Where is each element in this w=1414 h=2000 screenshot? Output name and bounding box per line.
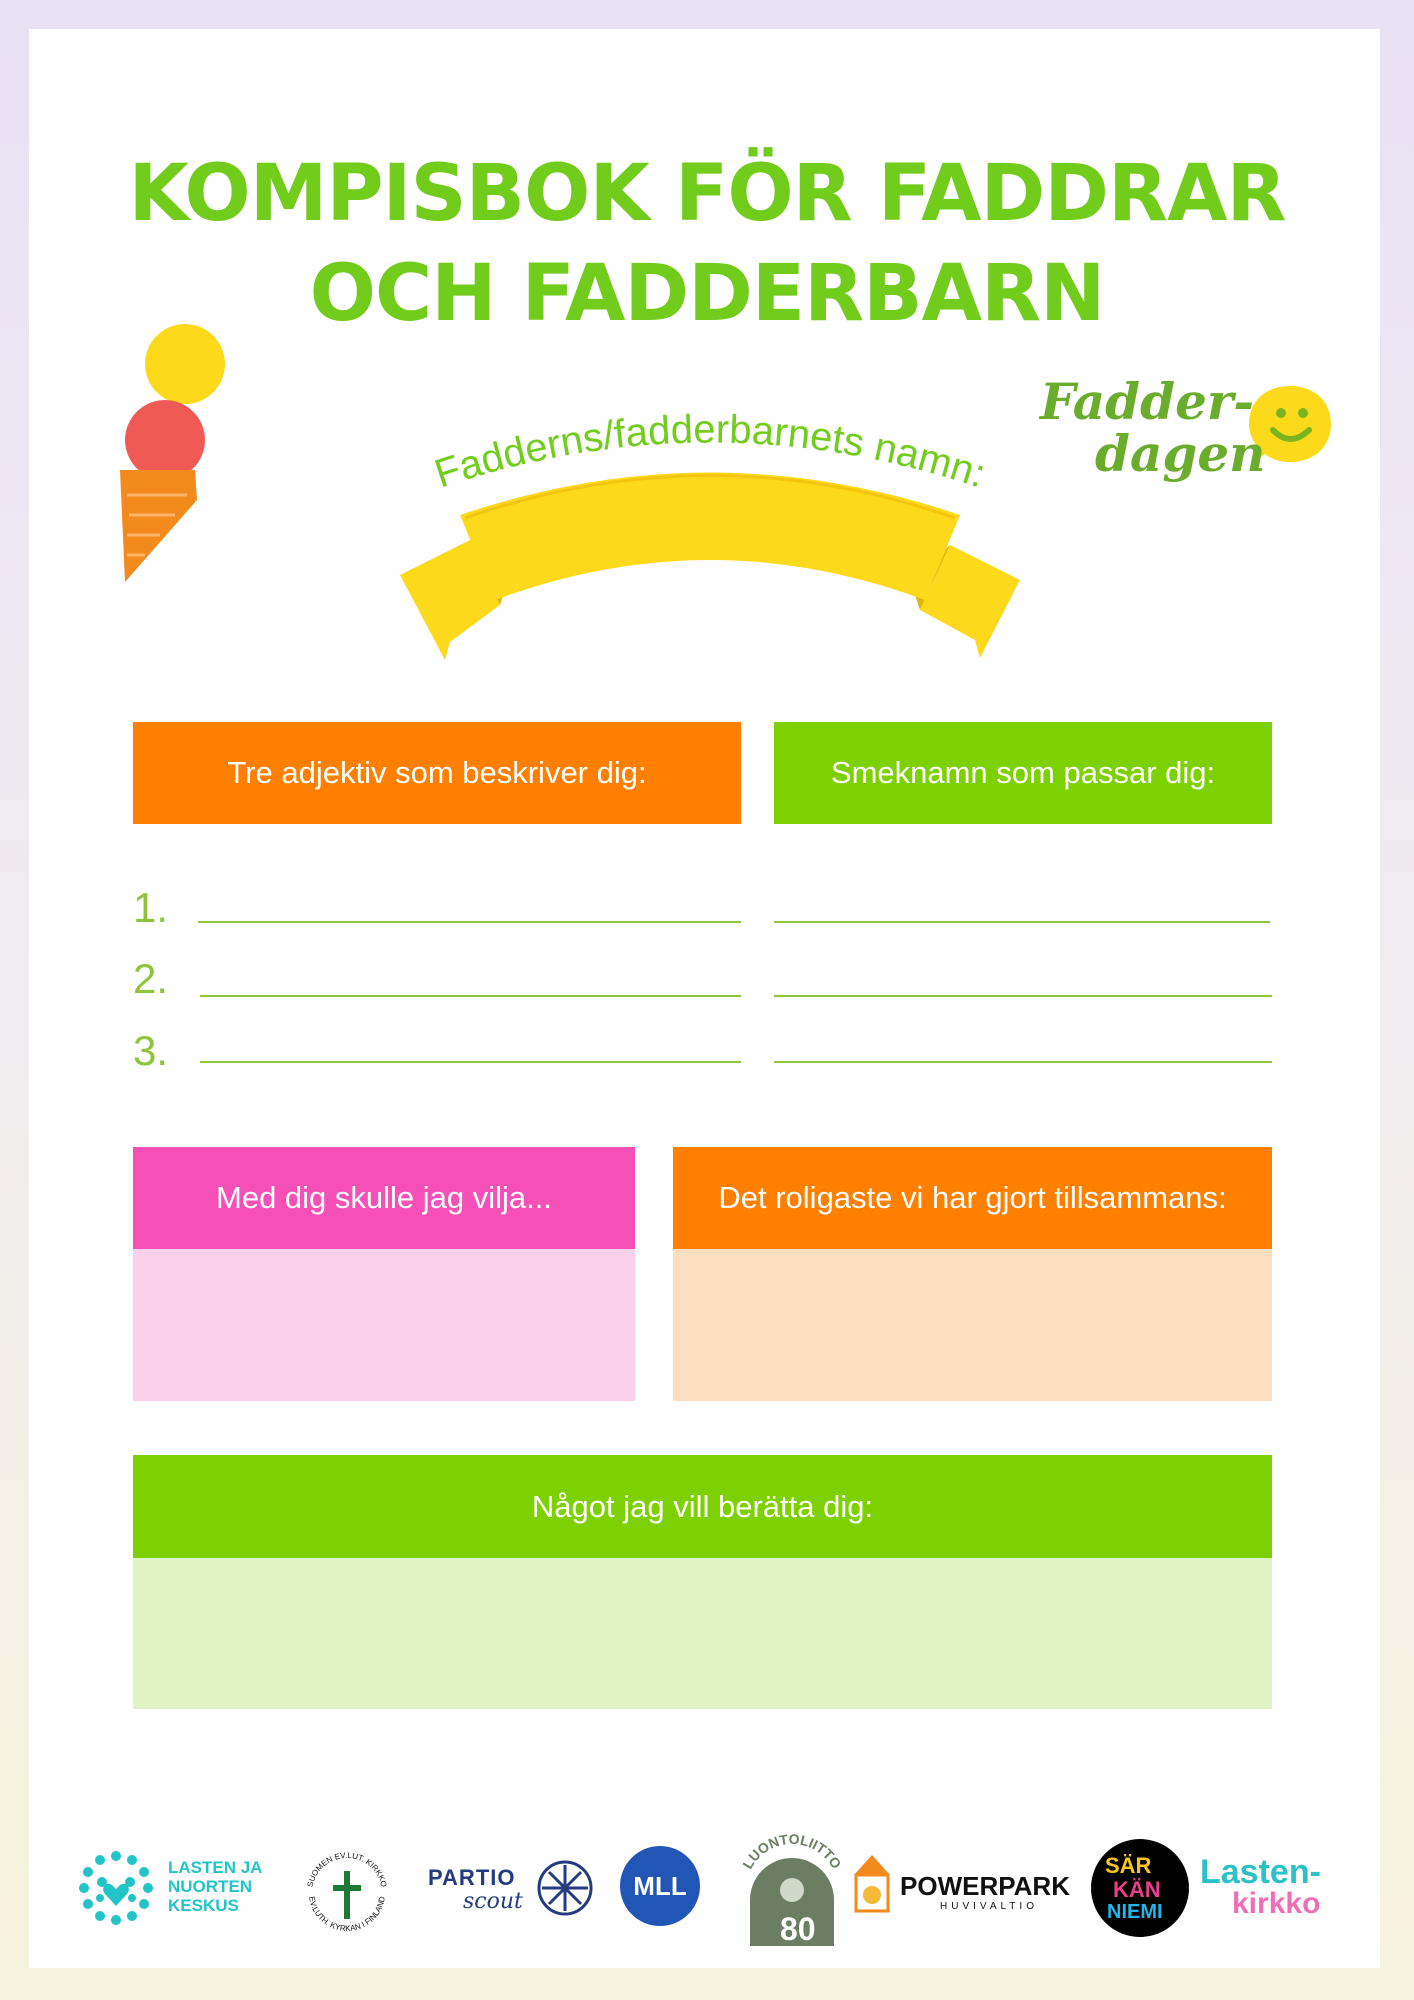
nicknames-header-text: Smeknamn som passar dig: (830, 755, 1216, 790)
fadderdagen-line-1: Fadder- (1040, 372, 1254, 431)
adjective-line-1[interactable] (198, 921, 741, 923)
tell-you-answer-box[interactable] (133, 1558, 1272, 1709)
svg-text:LUONTOLIITTO: LUONTOLIITTO (739, 1830, 845, 1872)
with-you-header (133, 1147, 635, 1249)
dots-heart-icon (76, 1848, 156, 1928)
nickname-line-2[interactable] (774, 995, 1272, 997)
nickname-line-3[interactable] (774, 1061, 1272, 1063)
number-1: 1. (133, 884, 169, 931)
name-banner-label: Fadderns/fadderbarnets namn: (429, 407, 991, 497)
lnk-text-3: KESKUS (168, 1896, 239, 1915)
sarkanniemi-text-3: NIEMI (1107, 1901, 1163, 1923)
sarkanniemi-text-2: KÄN (1113, 1877, 1161, 1902)
lastenkirkko-text-2: kirkko (1232, 1887, 1321, 1920)
partio-scout-logo (428, 1855, 598, 1925)
title-line-1: KOMPISBOK FÖR FADDRAR (128, 149, 1286, 239)
mll-text: MLL (633, 1870, 687, 1901)
scout-text: scout (463, 1889, 523, 1914)
number-2: 2. (133, 955, 169, 1002)
carousel-icon (850, 1853, 894, 1921)
ice-cream-illustration (115, 320, 235, 590)
adjectives-header-text: Tre adjektiv som beskriver dig: (227, 755, 647, 790)
lnk-text-2: NUORTEN (168, 1877, 253, 1896)
fadderdagen-logo (1040, 372, 1330, 492)
huvivaltio-text: HUVIVALTIO (940, 1901, 1038, 1912)
adjective-line-2[interactable] (200, 995, 741, 997)
svg-text:EV.LUTH. KYRKAN I FINLAND: EV.LUTH. KYRKAN I FINLAND (307, 1895, 387, 1934)
with-you-header-text: Med dig skulle jag vilja... (216, 1180, 552, 1215)
church-seal-logo (297, 1843, 397, 1943)
powerpark-text: POWERPARK (900, 1871, 1070, 1901)
number-3: 3. (133, 1027, 169, 1074)
adjectives-header (133, 722, 741, 824)
most-fun-header-text: Det roligaste vi har gjort tillsammans: (718, 1180, 1227, 1215)
tell-you-header-text: Något jag vill berätta dig: (531, 1488, 874, 1524)
mll-logo (620, 1846, 700, 1926)
name-banner (390, 400, 1030, 670)
most-fun-header (673, 1147, 1272, 1249)
sarkanniemi-logo (1091, 1839, 1189, 1937)
nickname-line-1[interactable] (774, 921, 1270, 923)
partio-text: PARTIO (428, 1865, 516, 1890)
adjective-line-3[interactable] (200, 1061, 741, 1063)
lastenkirkko-text-1: Lasten- (1200, 1853, 1321, 1891)
nicknames-header (774, 722, 1272, 824)
lastenkirkko-logo (1200, 1853, 1360, 1933)
powerpark-logo (848, 1853, 1078, 1925)
with-you-answer-box[interactable] (133, 1249, 635, 1401)
scout-emblem-icon (534, 1857, 596, 1919)
tell-you-header (133, 1455, 1272, 1558)
lnk-logo (76, 1848, 276, 1928)
fadderdagen-line-2: dagen (1095, 424, 1266, 483)
lnk-text-1: LASTEN JA (168, 1858, 263, 1877)
svg-text:80: 80 (780, 1911, 816, 1947)
svg-text:SUOMEN EV.LUT. KIRKKO: SUOMEN EV.LUT. KIRKKO (305, 1850, 389, 1888)
most-fun-answer-box[interactable] (673, 1249, 1272, 1401)
luontoliitto-logo (738, 1828, 846, 1948)
sarkanniemi-text-1: SÄR (1105, 1853, 1152, 1878)
title-line-2: OCH FADDERBARN (309, 249, 1105, 339)
